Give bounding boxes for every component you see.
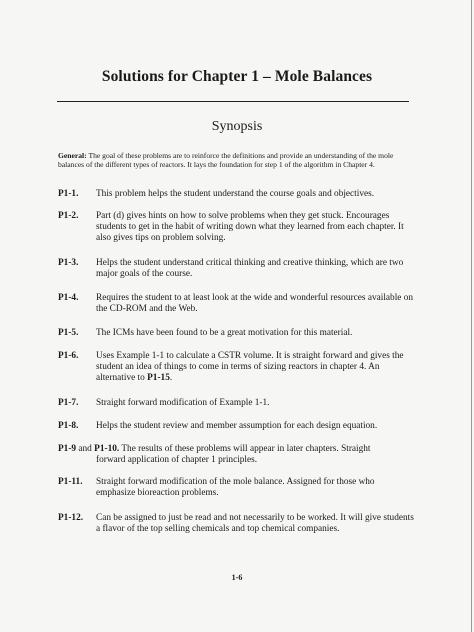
problem-item [58,189,414,200]
problem-joiner: and [78,444,92,454]
title-divider [57,101,409,102]
problem-text-block [96,351,414,384]
problem-number: P1-1. [58,189,79,199]
problem-text: The ICMs have been found to be a great motivation for this material. [96,328,353,338]
problem-text: The results of these problems will appear in later chapters. Straight [121,444,371,454]
page-title: Solutions for Chapter 1 – Mole Balances [101,68,373,85]
section-heading: Synopsis [211,119,263,134]
problem-text-block [58,444,414,455]
problem-item [58,398,414,409]
problem-number: P1-3. [58,258,79,268]
problem-number: P1-9 [58,444,77,454]
problem-number: P1-8. [58,421,79,431]
problem-number: P1-6. [58,351,79,361]
problem-number: P1-10. [94,444,120,454]
problem-text: Uses Example 1-1 to calculate a CSTR volume. It is straight forward and gives the student an idea of things to come in terms of sizing reactors in chapter 4. An alternative to [96,351,404,383]
problem-number: P1-7. [58,398,79,408]
problem-number: P1-11. [58,477,83,487]
problem-number: P1-12. [58,513,84,523]
problem-text: Helps the student understand critical thinking and creative thinking, which are two major goals of the course. [96,258,404,279]
problem-item [58,421,414,432]
problem-item [58,258,414,280]
problem-text: Part (d) gives hints on how to solve problems when they get stuck. Encourages students to get in the habit of writing down what they learned from each chapter. It also gives tips on problem solving. [96,211,404,243]
problem-text: This problem helps the student understand the course goals and objectives. [96,189,375,199]
problem-item [58,444,414,466]
problem-reference: P1-15 [147,373,170,383]
problem-text: Can be assigned to just be read and not necessarily to be worked. It will give students a flavor of the top selling chemicals and top chemical companies. [96,513,414,534]
problem-item [58,211,414,244]
problem-text: Helps the student review and member assumption for each design equation. [96,421,378,431]
problem-text: Straight forward modification of Example 1-1. [96,398,270,408]
general-text: The goal of these problems are to reinforce the definitions and provide an understanding of the mole balances of the different types of reactors. It lays the foundation for step 1 of the algorithm in Chapter 4. [58,151,394,169]
general-label: General: [58,151,87,160]
problem-item [58,328,414,339]
problem-item [58,351,414,384]
general-paragraph [58,151,410,169]
problem-text: Straight forward modification of the mole balance. Assigned for those who emphasize bioreaction problems. [96,477,375,498]
problem-number: P1-2. [58,211,79,221]
problem-number: P1-5. [58,328,79,338]
problem-text-tail: . [169,373,173,383]
problem-item [58,513,414,535]
page-edge-shadow [471,0,472,632]
problem-text: Requires the student to at least look at the wide and wonderful resources available on the CD-ROM and the Web. [96,293,414,314]
problem-item [58,293,414,315]
page-number: 1-6 [231,573,243,582]
problem-number: P1-4. [58,293,79,303]
problem-text: forward application of chapter 1 principles. [96,455,258,465]
problem-item [58,477,414,499]
